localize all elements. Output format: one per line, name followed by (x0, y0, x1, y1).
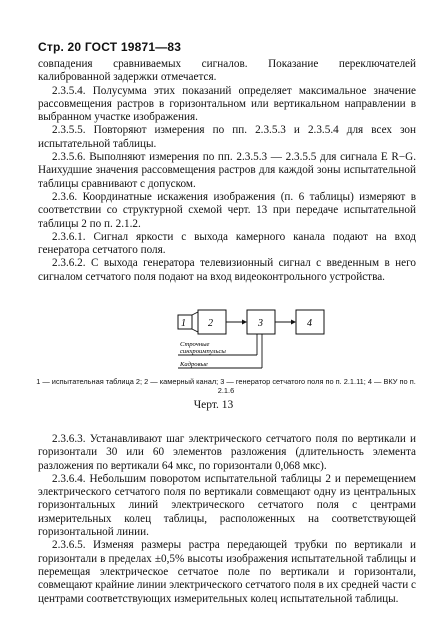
block-4-label: 4 (307, 318, 312, 329)
paragraph: 2.3.6.1. Сигнал яркости с выхода камерного канала подают на вход генератора сетчатого поля. (38, 230, 416, 257)
sync-label-line-2: синхроимпульсы (180, 348, 226, 355)
paragraph: 2.3.6.2. С выхода генератора телевизионный сигнал с введенным в него сигналом сетчатого поля подают на вход видеоконтрольного устройства. (38, 257, 416, 283)
block-1-label: 1 (181, 318, 186, 329)
paragraph: 2.3.5.4. Полусумма этих показаний определяет максимальное значение рассовмещения растров в горизонтальном или вертикальном направлении в выбранном участке изображения. (38, 84, 416, 124)
page-header: Стр. 20 ГОСТ 19871—83 (38, 40, 182, 54)
body-text-bottom (38, 433, 416, 606)
body-text-top (38, 58, 416, 284)
sync-label-line-1: Строчные (180, 341, 210, 348)
block-3-label: 3 (258, 318, 263, 329)
paragraph: 2.3.5.5. Повторяют измерения по пп. 2.3.5.3 и 2.3.5.4 для всех зон испытательной таблицы. (38, 124, 416, 150)
paragraph: 2.3.6. Координатные искажения изображения (п. 6 таблицы) измеряют в соответствии со структурной схемой черт. 13 при передаче испытательной таблицы 2 по п. 2.1.2. (38, 190, 416, 230)
paragraph: 2.3.6.3. Устанавливают шаг электрического сетчатого поля по вертикали и горизонтали 30 или 60 элементов разложения (длительность элемента разложения по вертикали 64 мкс, по горизонтали 0,068 мкс). (38, 433, 416, 472)
paragraph: 2.3.6.4. Небольшим поворотом испытательной таблицы 2 и перемещением электрического сетчатого поля по вертикали совмещают одну из центральных горизонтальных линий электрического сетчатого поля с центрами измерительных колец таблицы, расположенных на соответствующей горизонтальной линии. (38, 472, 416, 539)
frame-sync-label: Кадровые (180, 361, 208, 368)
arrow-head (242, 320, 247, 325)
lens-shape (192, 312, 198, 332)
figure-caption: 1 — испытательная таблица 2; 2 — камерный канал; 3 — генератор сетчатого поля по п. 2.1.11; 4 — ВКУ по п. 2.1.6 (36, 377, 416, 395)
arrow-head (291, 320, 296, 325)
figure-title: Черт. 13 (193, 399, 234, 411)
paragraph: 2.3.5.6. Выполняют измерения по пп. 2.3.5.3 — 2.3.5.5 для сигнала E R−G. Наихудшие значения рассовмещения растров для каждой зоны испытательной таблицы сравнивают с допуском. (38, 151, 416, 190)
paragraph: 2.3.6.5. Изменяя размеры растра передающей трубки по вертикали и горизонтали в пределах ±0,5% высоты изображения испытательной таблицы и перемещая электрическое сетчатое поле по вертикали и горизонтали, совмещают крайние линии электрического сетчатого поля в их средней части с центрами соответствующих измерительных колец испытательной таблицы. (38, 539, 416, 605)
block-2-label: 2 (208, 318, 213, 329)
paragraph: совпадения сравниваемых сигналов. Показание переключателей калиброванной задержки отмечается. (38, 58, 416, 84)
